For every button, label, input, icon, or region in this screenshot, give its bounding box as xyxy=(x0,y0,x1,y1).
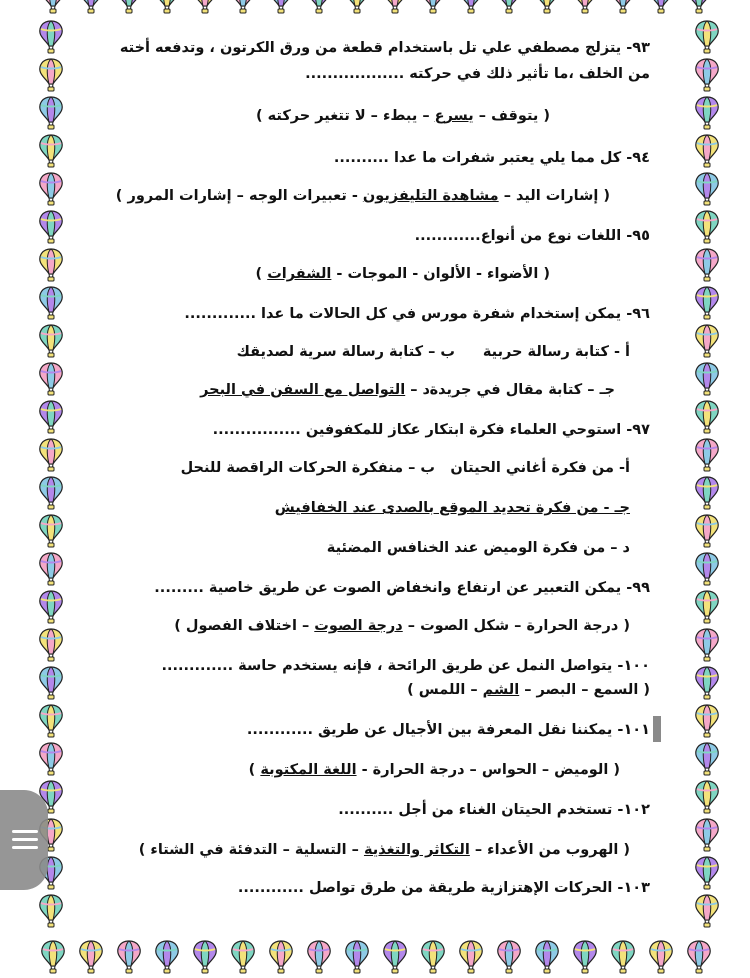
hot-air-balloon-icon xyxy=(116,940,142,974)
hot-air-balloon-icon xyxy=(694,704,720,738)
hot-air-balloon-icon xyxy=(694,172,720,206)
hot-air-balloon-icon xyxy=(496,0,522,14)
hot-air-balloon-icon xyxy=(648,940,674,974)
hot-air-balloon-icon xyxy=(38,894,64,928)
hot-air-balloon-icon xyxy=(694,20,720,54)
hot-air-balloon-icon xyxy=(78,940,104,974)
question-97-option-c: جـ - من فكرة تحديد الموقع بالصدى عند الخفافيش xyxy=(274,500,630,516)
hot-air-balloon-icon xyxy=(38,628,64,662)
choices-text: ( إشارات اليد – xyxy=(498,188,610,204)
hot-air-balloon-icon xyxy=(38,58,64,92)
choices-text: ( الوميض – الحواس – درجة الحرارة - xyxy=(356,762,620,778)
question-93-choices xyxy=(95,108,550,124)
question-96: ٩٦- يمكن إستخدام شفرة مورس في كل الحالات ما عدا ............. xyxy=(184,306,650,322)
hot-air-balloon-icon xyxy=(458,0,484,14)
text-cursor-marker xyxy=(653,716,661,742)
hamburger-menu-icon xyxy=(12,838,38,841)
question-101-choices xyxy=(95,762,620,778)
hot-air-balloon-icon xyxy=(230,0,256,14)
hot-air-balloon-icon xyxy=(610,0,636,14)
hot-air-balloon-icon xyxy=(694,96,720,130)
hot-air-balloon-icon xyxy=(694,362,720,396)
question-95: ٩٥- اللغات نوع من أنواع............ xyxy=(414,228,650,244)
hot-air-balloon-icon xyxy=(694,400,720,434)
hot-air-balloon-icon xyxy=(38,324,64,358)
hot-air-balloon-icon xyxy=(686,0,712,14)
correct-answer: درجة الصوت xyxy=(314,618,403,634)
question-93: ٩٣- يتزلج مصطفي علي تل باستخدام قطعة من ورق الكرتون ، وتدفعه أخته xyxy=(119,40,650,56)
hot-air-balloon-icon xyxy=(694,286,720,320)
hot-air-balloon-icon xyxy=(306,0,332,14)
hot-air-balloon-icon xyxy=(40,940,66,974)
question-96-option-c: جـ – كتابة مقال في جريدة xyxy=(429,382,615,398)
hot-air-balloon-icon xyxy=(344,940,370,974)
hot-air-balloon-icon xyxy=(694,742,720,776)
hot-air-balloon-icon xyxy=(38,704,64,738)
hamburger-menu-icon xyxy=(12,830,38,833)
hot-air-balloon-icon xyxy=(694,552,720,586)
correct-answer: الشفرات xyxy=(267,266,332,282)
question-102: ١٠٢- تستخدم الحيتان الغناء من أجل .......... xyxy=(338,802,650,818)
question-100: ١٠٠- يتواصل النمل عن طريق الرائحة ، فإنه يستخدم حاسة ............. xyxy=(161,658,650,674)
hot-air-balloon-icon xyxy=(382,940,408,974)
hot-air-balloon-icon xyxy=(458,940,484,974)
question-101: ١٠١- يمكننا نقل المعرفة بين الأجيال عن طريق ............ xyxy=(246,722,650,738)
question-97-option-a: أ- من فكرة أغاني الحيتان xyxy=(450,460,630,476)
hot-air-balloon-icon xyxy=(496,940,522,974)
hot-air-balloon-icon xyxy=(572,0,598,14)
question-97-option-b: ب – منفكرة الحركات الراقصة للنحل xyxy=(180,460,435,476)
hot-air-balloon-icon xyxy=(694,476,720,510)
hot-air-balloon-icon xyxy=(382,0,408,14)
question-96-option-d xyxy=(200,382,430,398)
option-prefix: د – xyxy=(405,382,430,398)
hot-air-balloon-icon xyxy=(534,0,560,14)
choices-text: – اللمس ) xyxy=(407,682,483,698)
question-94-choices xyxy=(95,188,610,204)
question-93-cont: من الخلف ،ما تأثير ذلك في حركته .................. xyxy=(305,66,650,82)
hot-air-balloon-icon xyxy=(694,58,720,92)
hot-air-balloon-icon xyxy=(38,362,64,396)
correct-answer: يسرع xyxy=(434,108,474,124)
hot-air-balloon-icon xyxy=(694,248,720,282)
hot-air-balloon-icon xyxy=(268,0,294,14)
hot-air-balloon-icon xyxy=(38,400,64,434)
hot-air-balloon-icon xyxy=(694,628,720,662)
question-96-option-a: أ - كتابة رسالة حربية xyxy=(482,344,630,360)
hot-air-balloon-icon xyxy=(154,940,180,974)
hot-air-balloon-icon xyxy=(694,438,720,472)
hot-air-balloon-icon xyxy=(38,172,64,206)
question-99: ٩٩- يمكن التعبير عن ارتفاع وانخفاض الصوت عن طريق خاصية ......... xyxy=(154,580,650,596)
question-103: ١٠٣- الحركات الإهتزازية طريقة من طرق تواصل ............ xyxy=(237,880,650,896)
choices-text: ( الأضواء - الألوان - الموجات - xyxy=(331,266,550,282)
hot-air-balloon-icon xyxy=(694,134,720,168)
hot-air-balloon-icon xyxy=(534,940,560,974)
hot-air-balloon-icon xyxy=(38,552,64,586)
hot-air-balloon-icon xyxy=(344,0,370,14)
hot-air-balloon-icon xyxy=(38,438,64,472)
hot-air-balloon-icon xyxy=(192,0,218,14)
correct-answer: التكاثر والتغذية xyxy=(363,842,470,858)
hot-air-balloon-icon xyxy=(694,894,720,928)
hot-air-balloon-icon xyxy=(268,940,294,974)
correct-answer: اللغة المكتوبة xyxy=(260,762,357,778)
hamburger-menu-icon xyxy=(12,846,38,849)
worksheet-content xyxy=(95,36,650,936)
hot-air-balloon-icon xyxy=(610,940,636,974)
hot-air-balloon-icon xyxy=(38,20,64,54)
choices-text: ( الهروب من الأعداء – xyxy=(469,842,630,858)
correct-answer: الشم xyxy=(482,682,520,698)
hot-air-balloon-icon xyxy=(38,514,64,548)
hot-air-balloon-icon xyxy=(38,286,64,320)
side-menu-tab[interactable] xyxy=(0,790,48,890)
hot-air-balloon-icon xyxy=(154,0,180,14)
question-96-option-b: ب – كتابة رسالة سرية لصديقك xyxy=(236,344,455,360)
correct-answer: مشاهدة التليفزيون xyxy=(362,188,499,204)
hot-air-balloon-icon xyxy=(116,0,142,14)
hot-air-balloon-icon xyxy=(694,780,720,814)
correct-answer: التواصل مع السفن في البحر xyxy=(200,382,406,398)
choices-text: – يبطء – لا تتغير حركته ) xyxy=(255,108,435,124)
hot-air-balloon-icon xyxy=(694,856,720,890)
hot-air-balloon-icon xyxy=(648,0,674,14)
choices-text: ) xyxy=(255,266,268,282)
hot-air-balloon-icon xyxy=(694,324,720,358)
hot-air-balloon-icon xyxy=(38,742,64,776)
choices-text: - تعبيرات الوجه – إشارات المرور ) xyxy=(115,188,363,204)
hot-air-balloon-icon xyxy=(38,210,64,244)
hot-air-balloon-icon xyxy=(306,940,332,974)
hot-air-balloon-icon xyxy=(694,210,720,244)
choices-text: ( درجة الحرارة – شكل الصوت – xyxy=(402,618,630,634)
hot-air-balloon-icon xyxy=(694,818,720,852)
hot-air-balloon-icon xyxy=(38,134,64,168)
question-100-choices xyxy=(95,682,650,698)
choices-text: – اختلاف الفصول ) xyxy=(174,618,315,634)
question-97-option-d: د – من فكرة الوميض عند الخنافس المضئية xyxy=(326,540,630,556)
choices-text: ) xyxy=(248,762,261,778)
question-102-choices xyxy=(95,842,630,858)
hot-air-balloon-icon xyxy=(38,666,64,700)
question-99-choices xyxy=(95,618,630,634)
hot-air-balloon-icon xyxy=(192,940,218,974)
hot-air-balloon-icon xyxy=(230,940,256,974)
question-95-choices xyxy=(95,266,550,282)
hot-air-balloon-icon xyxy=(694,590,720,624)
hot-air-balloon-icon xyxy=(38,96,64,130)
hot-air-balloon-icon xyxy=(694,514,720,548)
hot-air-balloon-icon xyxy=(694,666,720,700)
choices-text: ( يتوقف – xyxy=(473,108,550,124)
hot-air-balloon-icon xyxy=(420,940,446,974)
hot-air-balloon-icon xyxy=(38,248,64,282)
hot-air-balloon-icon xyxy=(572,940,598,974)
question-97: ٩٧- استوحي العلماء فكرة ابتكار عكاز للمكفوفين ................ xyxy=(212,422,650,438)
choices-text: ( السمع – البصر – xyxy=(519,682,650,698)
choices-text: – التسلية – التدفئة في الشتاء ) xyxy=(138,842,364,858)
hot-air-balloon-icon xyxy=(40,0,66,14)
hot-air-balloon-icon xyxy=(420,0,446,14)
hot-air-balloon-icon xyxy=(686,940,712,974)
hot-air-balloon-icon xyxy=(38,476,64,510)
question-94: ٩٤- كل مما يلي يعتبر شفرات ما عدا .......... xyxy=(333,150,650,166)
hot-air-balloon-icon xyxy=(78,0,104,14)
hot-air-balloon-icon xyxy=(38,590,64,624)
